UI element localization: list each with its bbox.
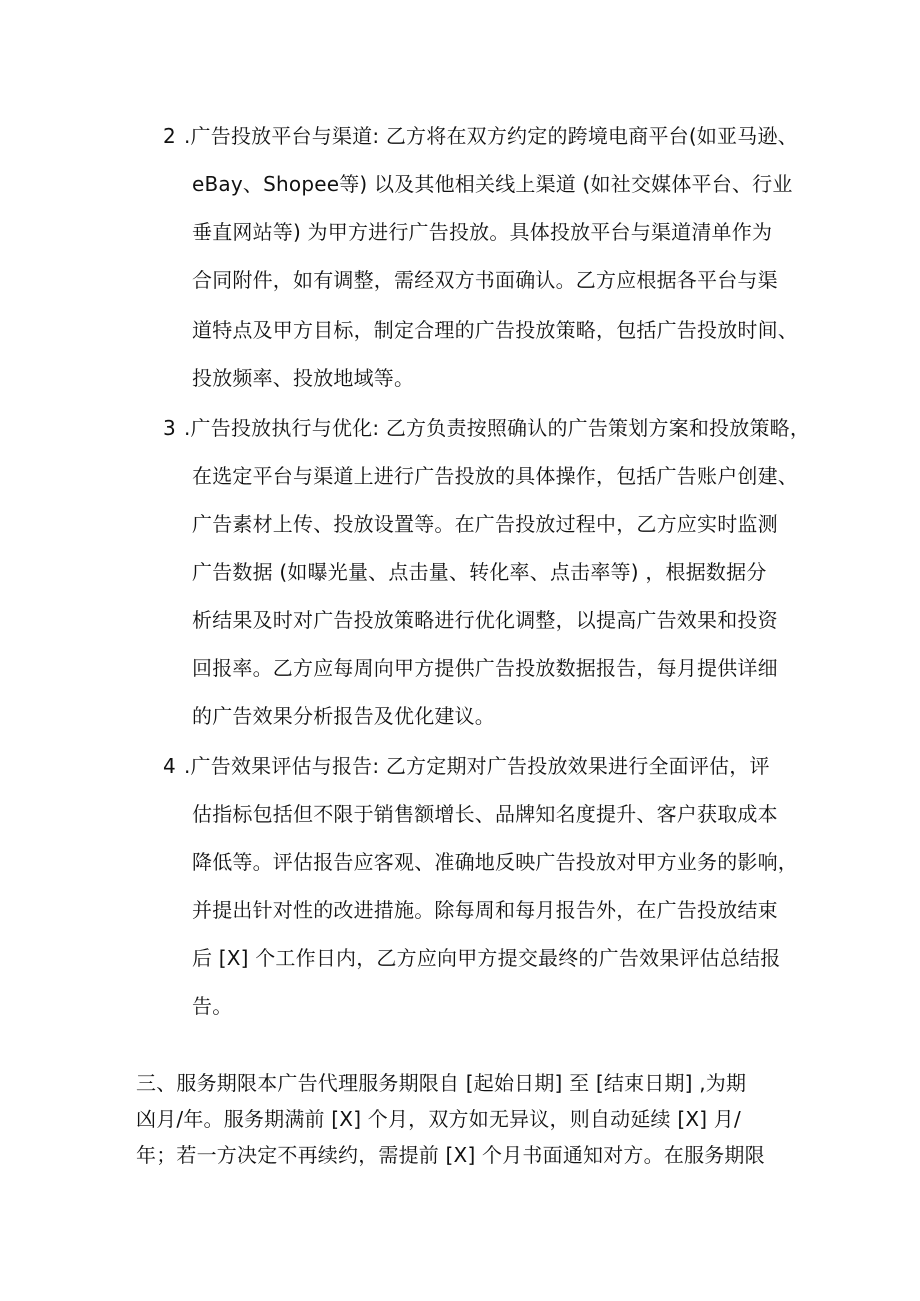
item-2-line-5: 道特点及甲方目标，制定合理的广告投放策略，包括广告投放时间、 bbox=[192, 318, 798, 342]
item-3-line-7: 的广告效果分析报告及优化建议。 bbox=[192, 704, 495, 728]
item-3-line-3: 广告素材上传、投放设置等。在广告投放过程中，乙方应实时监测 bbox=[192, 512, 778, 536]
item-3-line-4: 广告数据 (如曝光量、点击量、转化率、点击率等) ，根据数据分 bbox=[192, 560, 767, 584]
item-4-line-3: 降低等。评估报告应客观、准确地反映广告投放对甲方业务的影响， bbox=[192, 850, 798, 874]
item-4-line-2: 估指标包括但不限于销售额增长、品牌知名度提升、客户获取成本 bbox=[192, 802, 778, 826]
item-4-line-5: 后 [X] 个工作日内，乙方应向甲方提交最终的广告效果评估总结报 bbox=[192, 946, 781, 970]
item-2-line-6: 投放频率、投放地域等。 bbox=[192, 366, 415, 390]
item-4-line-1: .广告效果评估与报告: 乙方定期对广告投放效果进行全面评估，评 bbox=[184, 754, 770, 778]
item-2-line-4: 合同附件，如有调整，需经双方书面确认。乙方应根据各平台与渠 bbox=[192, 268, 778, 292]
item-2-line-1: .广告投放平台与渠道: 乙方将在双方约定的跨境电商平台(如亚马逊、 bbox=[184, 124, 798, 148]
item-number: 2 bbox=[163, 124, 176, 148]
section-3-line-2: 凶月/年。服务期满前 [X] 个月，双方如无异议，则自动延续 [X] 月/ bbox=[136, 1107, 741, 1131]
item-2-line-2: eBay、Shopee等) 以及其他相关线上渠道 (如社交媒体平台、行业 bbox=[192, 172, 793, 196]
item-3-line-2: 在选定平台与渠道上进行广告投放的具体操作，包括广告账户创建、 bbox=[192, 464, 798, 488]
item-3-line-1: .广告投放执行与优化: 乙方负责按照确认的广告策划方案和投放策略， bbox=[184, 416, 811, 440]
item-number: 3 bbox=[163, 416, 176, 440]
item-3-line-6: 回报率。乙方应每周向甲方提供广告投放数据报告，每月提供详细 bbox=[192, 656, 778, 680]
item-4-line-4: 并提出针对性的改进措施。除每周和每月报告外，在广告投放结束 bbox=[192, 898, 778, 922]
section-3-line-3: 年；若一方决定不再续约，需提前 [X] 个月书面通知对方。在服务期限 bbox=[136, 1143, 765, 1167]
section-3-line-1: 三、服务期限本广告代理服务期限自 [起始日期] 至 [结束日期] ,为期 bbox=[136, 1071, 747, 1095]
item-3-line-5: 析结果及时对广告投放策略进行优化调整，以提高广告效果和投资 bbox=[192, 608, 778, 632]
item-2-line-3: 垂直网站等) 为甲方进行广告投放。具体投放平台与渠道清单作为 bbox=[192, 220, 773, 244]
item-4-line-6: 告。 bbox=[192, 994, 233, 1018]
item-number: 4 bbox=[163, 754, 176, 778]
